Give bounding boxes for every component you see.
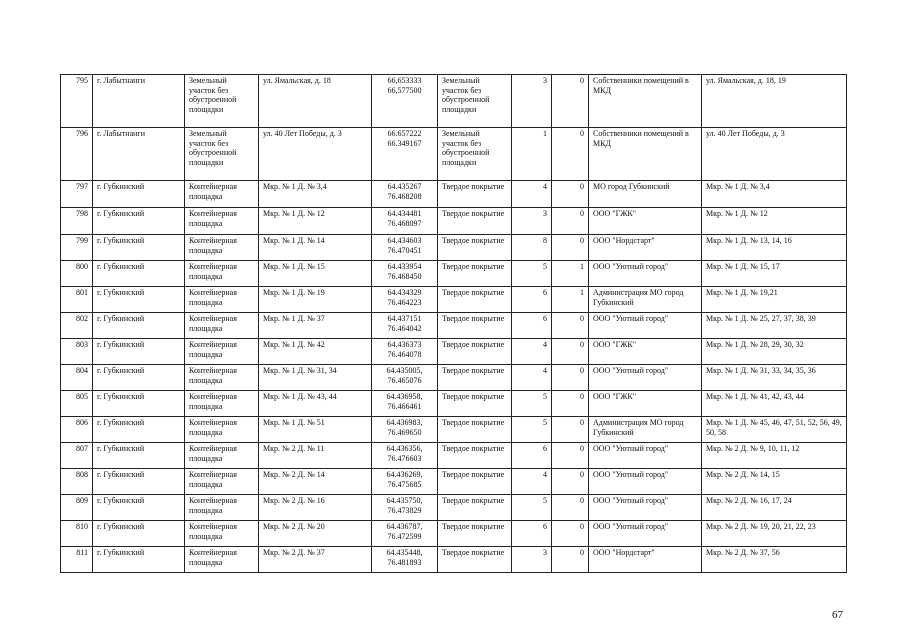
owner-cell: ООО "Уютный город" [589, 443, 702, 469]
site-type-cell: Контейнерная площадка [185, 391, 259, 417]
city-cell: г. Губкинский [93, 391, 185, 417]
owner-cell: МО город Губкинский [589, 181, 702, 208]
coordinates-cell: 64.435750, 76.473829 [372, 495, 438, 521]
owner-cell: ООО "Уютный город" [589, 469, 702, 495]
table-row [61, 547, 847, 573]
owner-cell: ООО "Нордстарт" [589, 547, 702, 573]
container-count-cell: 5 [512, 391, 552, 417]
container-count-cell: 6 [512, 287, 552, 313]
separate-count-cell: 1 [552, 287, 589, 313]
site-type-cell: Контейнерная площадка [185, 547, 259, 573]
coordinates-cell: 64.434481 76.468097 [372, 208, 438, 235]
table-row [61, 443, 847, 469]
owner-cell: ООО "Уютный город" [589, 495, 702, 521]
city-cell: г. Лабытнанги [93, 128, 185, 181]
address-cell: Мкр. № 1 Д. № 12 [259, 208, 372, 235]
site-type-cell: Контейнерная площадка [185, 443, 259, 469]
table-row [61, 208, 847, 235]
surface-cell: Твердое покрытие [438, 469, 512, 495]
table-row [61, 469, 847, 495]
container-count-cell: 4 [512, 339, 552, 365]
row-number: 807 [61, 443, 93, 469]
served-objects-cell: Мкр. № 1 Д. № 19,21 [702, 287, 847, 313]
address-cell: Мкр. № 1 Д. № 42 [259, 339, 372, 365]
owner-cell: ООО "Уютный город" [589, 261, 702, 287]
surface-cell: Твердое покрытие [438, 339, 512, 365]
container-count-cell: 6 [512, 313, 552, 339]
city-cell: г. Лабытнанги [93, 75, 185, 128]
surface-cell: Твердое покрытие [438, 208, 512, 235]
separate-count-cell: 0 [552, 391, 589, 417]
address-cell: Мкр. № 2 Д. № 14 [259, 469, 372, 495]
owner-cell: Собственники помещений в МКД [589, 128, 702, 181]
separate-count-cell: 0 [552, 417, 589, 443]
served-objects-cell: Мкр. № 1 Д. № 25, 27, 37, 38, 39 [702, 313, 847, 339]
row-number: 811 [61, 547, 93, 573]
container-sites-table [60, 74, 847, 573]
site-type-cell: Контейнерная площадка [185, 339, 259, 365]
container-count-cell: 3 [512, 547, 552, 573]
owner-cell: Администрация МО город Губкинский [589, 287, 702, 313]
coordinates-cell: 64.435448, 76.481893 [372, 547, 438, 573]
address-cell: Мкр. № 2 Д. № 37 [259, 547, 372, 573]
row-number: 806 [61, 417, 93, 443]
separate-count-cell: 0 [552, 495, 589, 521]
table-body [61, 75, 847, 573]
served-objects-cell: Мкр. № 2 Д. № 19, 20, 21, 22, 23 [702, 521, 847, 547]
table-row [61, 75, 847, 128]
container-count-cell: 4 [512, 469, 552, 495]
separate-count-cell: 0 [552, 547, 589, 573]
address-cell: Мкр. № 1 Д. № 15 [259, 261, 372, 287]
served-objects-cell: ул. Ямальская, д. 18, 19 [702, 75, 847, 128]
surface-cell: Твердое покрытие [438, 313, 512, 339]
separate-count-cell: 0 [552, 235, 589, 261]
surface-cell: Твердое покрытие [438, 391, 512, 417]
coordinates-cell: 64.436787, 76.472599 [372, 521, 438, 547]
served-objects-cell: Мкр. № 1 Д. № 41, 42, 43, 44 [702, 391, 847, 417]
city-cell: г. Губкинский [93, 495, 185, 521]
coordinates-cell: 64.436373 76.464078 [372, 339, 438, 365]
page-number: 67 [832, 609, 843, 621]
container-count-cell: 3 [512, 208, 552, 235]
row-number: 810 [61, 521, 93, 547]
served-objects-cell: Мкр. № 1 Д. № 12 [702, 208, 847, 235]
separate-count-cell: 0 [552, 443, 589, 469]
separate-count-cell: 1 [552, 261, 589, 287]
surface-cell: Твердое покрытие [438, 181, 512, 208]
table-row [61, 339, 847, 365]
address-cell: Мкр. № 1 Д. № 19 [259, 287, 372, 313]
coordinates-cell: 64.435267 76.468208 [372, 181, 438, 208]
coordinates-cell: 64.434603 76.470451 [372, 235, 438, 261]
owner-cell: ООО "ГЖК" [589, 339, 702, 365]
surface-cell: Земельный участок без обустроенной площадки [438, 128, 512, 181]
table-row [61, 261, 847, 287]
served-objects-cell: ул. 40 Лет Победы, д. 3 [702, 128, 847, 181]
address-cell: ул. Ямальская, д. 18 [259, 75, 372, 128]
row-number: 805 [61, 391, 93, 417]
site-type-cell: Земельный участок без обустроенной площадки [185, 75, 259, 128]
table-row [61, 235, 847, 261]
separate-count-cell: 0 [552, 208, 589, 235]
site-type-cell: Контейнерная площадка [185, 469, 259, 495]
separate-count-cell: 0 [552, 469, 589, 495]
owner-cell: Администрация МО город Губкинский [589, 417, 702, 443]
city-cell: г. Губкинский [93, 521, 185, 547]
city-cell: г. Губкинский [93, 469, 185, 495]
row-number: 800 [61, 261, 93, 287]
container-count-cell: 4 [512, 365, 552, 391]
city-cell: г. Губкинский [93, 181, 185, 208]
surface-cell: Твердое покрытие [438, 547, 512, 573]
surface-cell: Твердое покрытие [438, 365, 512, 391]
container-count-cell: 4 [512, 181, 552, 208]
site-type-cell: Контейнерная площадка [185, 261, 259, 287]
separate-count-cell: 0 [552, 128, 589, 181]
coordinates-cell: 64.435005, 76.465076 [372, 365, 438, 391]
owner-cell: Собственники помещений в МКД [589, 75, 702, 128]
site-type-cell: Контейнерная площадка [185, 365, 259, 391]
owner-cell: ООО "Уютный город" [589, 521, 702, 547]
surface-cell: Твердое покрытие [438, 495, 512, 521]
address-cell: Мкр. № 2 Д. № 20 [259, 521, 372, 547]
surface-cell: Твердое покрытие [438, 443, 512, 469]
table-row [61, 287, 847, 313]
container-count-cell: 5 [512, 261, 552, 287]
row-number: 799 [61, 235, 93, 261]
address-cell: Мкр. № 1 Д. № 3,4 [259, 181, 372, 208]
site-type-cell: Контейнерная площадка [185, 235, 259, 261]
owner-cell: ООО "ГЖК" [589, 391, 702, 417]
coordinates-cell: 64.436356, 76.476603 [372, 443, 438, 469]
surface-cell: Твердое покрытие [438, 417, 512, 443]
site-type-cell: Контейнерная площадка [185, 495, 259, 521]
row-number: 803 [61, 339, 93, 365]
owner-cell: ООО "Нордстарт" [589, 235, 702, 261]
city-cell: г. Губкинский [93, 443, 185, 469]
served-objects-cell: Мкр. № 1 Д. № 3,4 [702, 181, 847, 208]
city-cell: г. Губкинский [93, 547, 185, 573]
city-cell: г. Губкинский [93, 313, 185, 339]
site-type-cell: Контейнерная площадка [185, 521, 259, 547]
row-number: 809 [61, 495, 93, 521]
container-count-cell: 3 [512, 75, 552, 128]
table-row [61, 495, 847, 521]
owner-cell: ООО "Уютный город" [589, 313, 702, 339]
surface-cell: Твердое покрытие [438, 235, 512, 261]
address-cell: Мкр. № 1 Д. № 14 [259, 235, 372, 261]
coordinates-cell: 64.437151 76.464042 [372, 313, 438, 339]
city-cell: г. Губкинский [93, 339, 185, 365]
city-cell: г. Губкинский [93, 365, 185, 391]
table-row [61, 128, 847, 181]
city-cell: г. Губкинский [93, 417, 185, 443]
coordinates-cell: 66,653333 66,577500 [372, 75, 438, 128]
address-cell: Мкр. № 2 Д. № 11 [259, 443, 372, 469]
served-objects-cell: Мкр. № 2 Д. № 9, 10, 11, 12 [702, 443, 847, 469]
separate-count-cell: 0 [552, 181, 589, 208]
site-type-cell: Земельный участок без обустроенной площадки [185, 128, 259, 181]
coordinates-cell: 64.433954 76.468450 [372, 261, 438, 287]
city-cell: г. Губкинский [93, 235, 185, 261]
address-cell: Мкр. № 1 Д. № 37 [259, 313, 372, 339]
surface-cell: Твердое покрытие [438, 261, 512, 287]
row-number: 798 [61, 208, 93, 235]
served-objects-cell: Мкр. № 1 Д. № 15, 17 [702, 261, 847, 287]
table-row [61, 365, 847, 391]
site-type-cell: Контейнерная площадка [185, 208, 259, 235]
site-type-cell: Контейнерная площадка [185, 287, 259, 313]
coordinates-cell: 64.436958, 76.466461 [372, 391, 438, 417]
container-count-cell: 6 [512, 521, 552, 547]
address-cell: ул. 40 Лет Победы, д. 3 [259, 128, 372, 181]
separate-count-cell: 0 [552, 521, 589, 547]
container-count-cell: 6 [512, 443, 552, 469]
surface-cell: Твердое покрытие [438, 287, 512, 313]
container-count-cell: 1 [512, 128, 552, 181]
site-type-cell: Контейнерная площадка [185, 417, 259, 443]
row-number: 797 [61, 181, 93, 208]
address-cell: Мкр. № 1 Д. № 31, 34 [259, 365, 372, 391]
table-row [61, 181, 847, 208]
row-number: 796 [61, 128, 93, 181]
address-cell: Мкр. № 1 Д. № 51 [259, 417, 372, 443]
container-count-cell: 8 [512, 235, 552, 261]
row-number: 801 [61, 287, 93, 313]
surface-cell: Земельный участок без обустроенной площадки [438, 75, 512, 128]
served-objects-cell: Мкр. № 1 Д. № 13, 14, 16 [702, 235, 847, 261]
site-type-cell: Контейнерная площадка [185, 313, 259, 339]
separate-count-cell: 0 [552, 313, 589, 339]
city-cell: г. Губкинский [93, 287, 185, 313]
coordinates-cell: 66.657222 66.349167 [372, 128, 438, 181]
separate-count-cell: 0 [552, 365, 589, 391]
address-cell: Мкр. № 1 Д. № 43, 44 [259, 391, 372, 417]
table-row [61, 391, 847, 417]
owner-cell: ООО "Уютный город" [589, 365, 702, 391]
coordinates-cell: 64.436269, 76.475685 [372, 469, 438, 495]
city-cell: г. Губкинский [93, 208, 185, 235]
city-cell: г. Губкинский [93, 261, 185, 287]
coordinates-cell: 64.436983, 76.469650 [372, 417, 438, 443]
owner-cell: ООО "ГЖК" [589, 208, 702, 235]
separate-count-cell: 0 [552, 75, 589, 128]
table-row [61, 521, 847, 547]
table-row [61, 313, 847, 339]
separate-count-cell: 0 [552, 339, 589, 365]
site-type-cell: Контейнерная площадка [185, 181, 259, 208]
served-objects-cell: Мкр. № 2 Д. № 37, 56 [702, 547, 847, 573]
address-cell: Мкр. № 2 Д. № 16 [259, 495, 372, 521]
served-objects-cell: Мкр. № 1 Д. № 31, 33, 34, 35, 36 [702, 365, 847, 391]
served-objects-cell: Мкр. № 1 Д. № 28, 29, 30, 32 [702, 339, 847, 365]
table-row [61, 417, 847, 443]
container-count-cell: 5 [512, 417, 552, 443]
container-count-cell: 5 [512, 495, 552, 521]
served-objects-cell: Мкр. № 2 Д. № 14, 15 [702, 469, 847, 495]
row-number: 795 [61, 75, 93, 128]
served-objects-cell: Мкр. № 1 Д. № 45, 46, 47, 51, 52, 56, 49, 50, 58 [702, 417, 847, 443]
surface-cell: Твердое покрытие [438, 521, 512, 547]
served-objects-cell: Мкр. № 2 Д. № 16, 17, 24 [702, 495, 847, 521]
row-number: 802 [61, 313, 93, 339]
row-number: 808 [61, 469, 93, 495]
coordinates-cell: 64.434329 76.464223 [372, 287, 438, 313]
row-number: 804 [61, 365, 93, 391]
